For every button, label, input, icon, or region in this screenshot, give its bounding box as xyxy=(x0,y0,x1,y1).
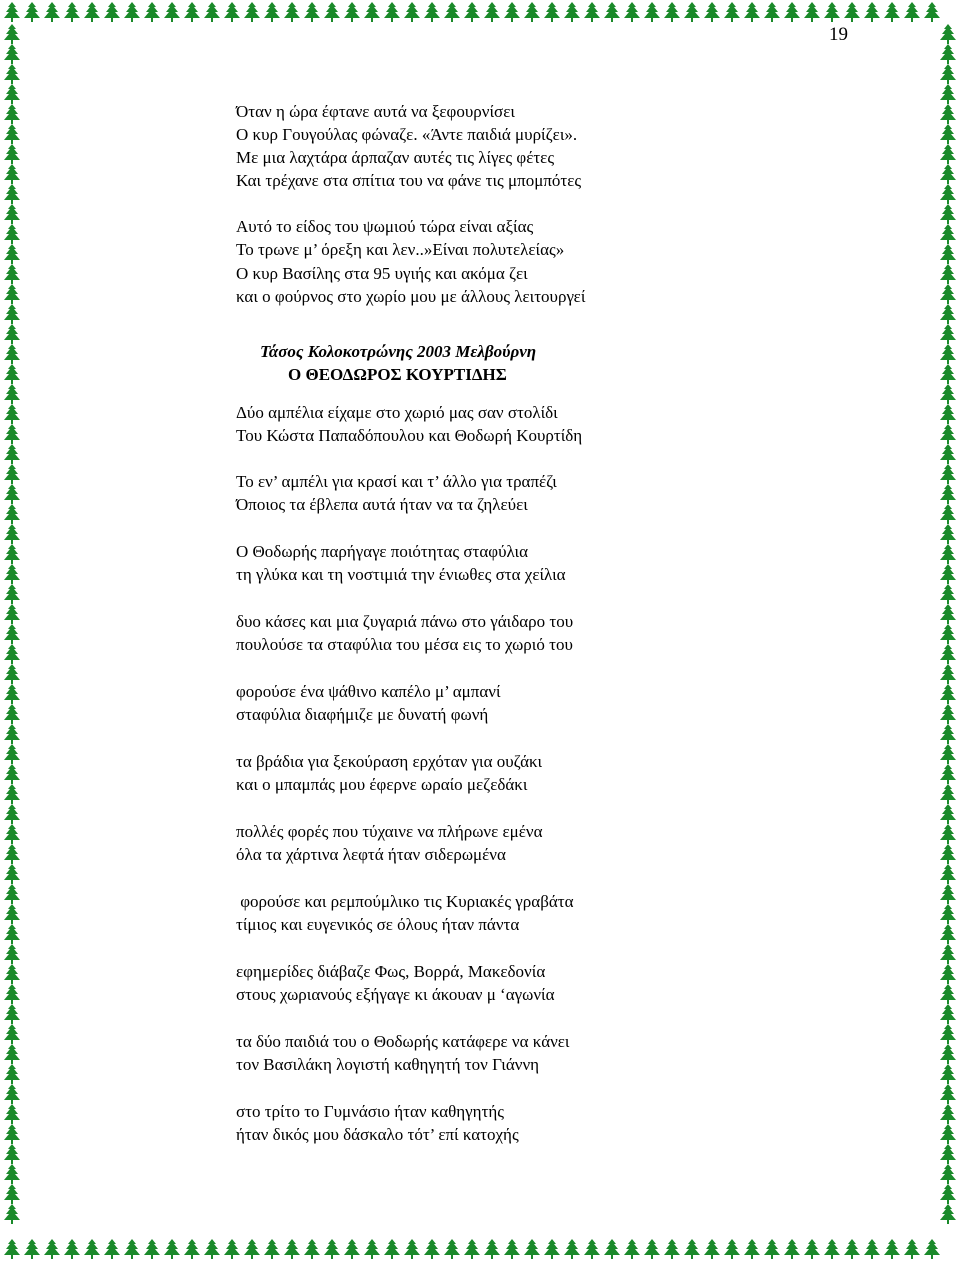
tree-icon xyxy=(464,2,480,22)
poem-line: τα βράδια για ξεκούραση ερχόταν για ουζάκι xyxy=(236,752,543,771)
tree-icon xyxy=(940,24,956,44)
tree-icon xyxy=(644,2,660,22)
tree-icon xyxy=(4,484,20,504)
tree-border-left xyxy=(0,0,24,1261)
poem-line: πουλούσε τα σταφύλια του μέσα εις το χωριό του xyxy=(236,635,573,654)
tree-icon xyxy=(484,1239,500,1259)
tree-icon xyxy=(940,184,956,204)
tree-icon xyxy=(804,2,820,22)
poem-line: Ο Θοδωρής παρήγαγε ποιότητας σταφύλια xyxy=(236,542,528,561)
poem-line: τον Βασιλάκη λογιστή καθηγητή τον Γιάννη xyxy=(236,1055,540,1074)
tree-icon xyxy=(940,384,956,404)
tree-icon xyxy=(384,1239,400,1259)
intro-line: Το τρωνε μ’ όρεξη και λεν..»Είναι πολυτελείας» xyxy=(236,240,565,259)
tree-icon xyxy=(4,284,20,304)
tree-icon xyxy=(824,1239,840,1259)
intro-line: και ο φούρνος στο χωρίο μου με άλλους λειτουργεί xyxy=(236,287,586,306)
tree-icon xyxy=(940,164,956,184)
tree-icon xyxy=(4,144,20,164)
tree-icon xyxy=(940,484,956,504)
tree-icon xyxy=(4,464,20,484)
tree-icon xyxy=(4,564,20,584)
tree-icon xyxy=(4,604,20,624)
poem-line: τα δύο παιδιά του ο Θοδωρής κατάφερε να κάνει xyxy=(236,1032,570,1051)
tree-icon xyxy=(4,504,20,524)
tree-icon xyxy=(4,64,20,84)
tree-icon xyxy=(284,2,300,22)
tree-icon xyxy=(624,2,640,22)
tree-icon xyxy=(184,2,200,22)
tree-icon xyxy=(784,2,800,22)
tree-icon xyxy=(4,264,20,284)
poem-line: Το εν’ αμπέλι για κρασί και τ’ άλλο για τραπέζι xyxy=(236,472,557,491)
tree-icon xyxy=(884,2,900,22)
poem-title: Ο ΘΕΟΔΩΡΟΣ ΚΟΥΡΤΙΔΗΣ xyxy=(288,365,507,384)
tree-icon xyxy=(940,624,956,644)
tree-icon xyxy=(304,1239,320,1259)
tree-icon xyxy=(4,124,20,144)
tree-icon xyxy=(904,2,920,22)
tree-icon xyxy=(940,724,956,744)
tree-icon xyxy=(504,2,520,22)
tree-icon xyxy=(164,1239,180,1259)
tree-icon xyxy=(940,264,956,284)
tree-icon xyxy=(940,824,956,844)
tree-icon xyxy=(940,364,956,384)
tree-icon xyxy=(940,1084,956,1104)
tree-icon xyxy=(940,84,956,104)
tree-icon xyxy=(940,1044,956,1064)
tree-icon xyxy=(4,584,20,604)
tree-icon xyxy=(940,884,956,904)
tree-icon xyxy=(940,504,956,524)
tree-icon xyxy=(684,2,700,22)
tree-icon xyxy=(424,2,440,22)
poem-line: Του Κώστα Παπαδόπουλου και Θοδωρή Κουρτίδη xyxy=(236,426,583,445)
tree-icon xyxy=(244,2,260,22)
tree-icon xyxy=(464,1239,480,1259)
tree-icon xyxy=(4,964,20,984)
tree-icon xyxy=(604,1239,620,1259)
tree-icon xyxy=(884,1239,900,1259)
poem-line: ήταν δικός μου δάσκαλο τότ’ επί κατοχής xyxy=(236,1125,519,1144)
tree-icon xyxy=(4,104,20,124)
tree-icon xyxy=(184,1239,200,1259)
tree-icon xyxy=(744,1239,760,1259)
tree-border-bottom xyxy=(0,1237,960,1261)
tree-icon xyxy=(940,1164,956,1184)
tree-icon xyxy=(4,704,20,724)
tree-icon xyxy=(940,584,956,604)
tree-icon xyxy=(4,624,20,644)
tree-icon xyxy=(4,884,20,904)
signature: Τάσος Κολοκοτρώνης 2003 Μελβούρνη xyxy=(260,342,537,361)
tree-icon xyxy=(844,2,860,22)
tree-icon xyxy=(4,84,20,104)
tree-border-top xyxy=(0,0,960,24)
tree-icon xyxy=(684,1239,700,1259)
tree-icon xyxy=(124,1239,140,1259)
poem-line: δυο κάσες και μια ζυγαριά πάνω στο γάιδαρο του xyxy=(236,612,574,631)
tree-icon xyxy=(940,64,956,84)
tree-icon xyxy=(940,564,956,584)
tree-border-right xyxy=(936,0,960,1261)
tree-icon xyxy=(4,1184,20,1204)
tree-icon xyxy=(940,104,956,124)
tree-icon xyxy=(4,384,20,404)
tree-icon xyxy=(664,1239,680,1259)
tree-icon xyxy=(144,1239,160,1259)
tree-icon xyxy=(744,2,760,22)
tree-icon xyxy=(940,124,956,144)
tree-icon xyxy=(940,524,956,544)
tree-icon xyxy=(4,864,20,884)
tree-icon xyxy=(940,404,956,424)
tree-icon xyxy=(4,204,20,224)
poem-line: Δύο αμπέλια είχαμε στο χωριό μας σαν στολίδι xyxy=(236,403,558,422)
tree-icon xyxy=(940,924,956,944)
tree-icon xyxy=(4,344,20,364)
tree-icon xyxy=(4,304,20,324)
tree-icon xyxy=(84,1239,100,1259)
tree-icon xyxy=(844,1239,860,1259)
page-number: 19 xyxy=(829,24,848,45)
tree-icon xyxy=(4,364,20,384)
tree-icon xyxy=(64,2,80,22)
tree-icon xyxy=(940,544,956,564)
tree-icon xyxy=(4,244,20,264)
tree-icon xyxy=(824,2,840,22)
tree-icon xyxy=(4,744,20,764)
tree-icon xyxy=(64,1239,80,1259)
tree-icon xyxy=(940,144,956,164)
poem-line: τη γλύκα και τη νοστιμιά την ένιωθες στα χείλια xyxy=(236,565,566,584)
tree-icon xyxy=(940,864,956,884)
tree-icon xyxy=(940,204,956,224)
tree-icon xyxy=(44,2,60,22)
poem-line: και ο μπαμπάς μου έφερνε ωραίο μεζεδάκι xyxy=(236,775,528,794)
tree-icon xyxy=(784,1239,800,1259)
tree-icon xyxy=(940,1064,956,1084)
tree-icon xyxy=(304,2,320,22)
tree-icon xyxy=(564,2,580,22)
tree-icon xyxy=(504,1239,520,1259)
tree-icon xyxy=(4,824,20,844)
tree-icon xyxy=(4,984,20,1004)
tree-icon xyxy=(940,344,956,364)
tree-icon xyxy=(940,764,956,784)
tree-icon xyxy=(624,1239,640,1259)
poem-line: φορούσε ένα ψάθινο καπέλο μ’ αμπανί xyxy=(236,682,501,701)
intro-line: Με μια λαχτάρα άρπαζαν αυτές τις λίγες φέτες xyxy=(236,148,555,167)
tree-icon xyxy=(124,2,140,22)
tree-icon xyxy=(940,44,956,64)
tree-icon xyxy=(940,284,956,304)
tree-icon xyxy=(4,404,20,424)
poem-line: Όποιος τα έβλεπα αυτά ήταν να τα ζηλεύει xyxy=(236,495,528,514)
tree-icon xyxy=(4,924,20,944)
tree-icon xyxy=(4,944,20,964)
tree-icon xyxy=(940,664,956,684)
tree-icon xyxy=(384,2,400,22)
tree-icon xyxy=(940,964,956,984)
tree-icon xyxy=(284,1239,300,1259)
tree-icon xyxy=(940,704,956,724)
tree-icon xyxy=(204,2,220,22)
tree-icon xyxy=(940,744,956,764)
tree-icon xyxy=(364,1239,380,1259)
poem-line: στους χωριανούς εξήγαγε κι άκουαν μ ‘αγωνία xyxy=(236,985,555,1004)
intro-line: Ο κυρ Βασίλης στα 95 υγιής και ακόμα ζει xyxy=(236,264,528,283)
tree-icon xyxy=(940,684,956,704)
tree-icon xyxy=(4,224,20,244)
tree-icon xyxy=(940,1144,956,1164)
intro-line: Όταν η ώρα έφτανε αυτά να ξεφουρνίσει xyxy=(236,102,515,121)
tree-icon xyxy=(940,1024,956,1044)
tree-icon xyxy=(4,784,20,804)
poem-line: τίμιος και ευγενικός σε όλους ήταν πάντα xyxy=(236,915,520,934)
tree-icon xyxy=(224,2,240,22)
tree-icon xyxy=(940,444,956,464)
tree-icon xyxy=(644,1239,660,1259)
tree-icon xyxy=(4,544,20,564)
tree-icon xyxy=(664,2,680,22)
tree-icon xyxy=(4,804,20,824)
tree-icon xyxy=(4,724,20,744)
tree-icon xyxy=(424,1239,440,1259)
tree-icon xyxy=(364,2,380,22)
tree-icon xyxy=(704,2,720,22)
tree-icon xyxy=(404,1239,420,1259)
tree-icon xyxy=(524,1239,540,1259)
tree-icon xyxy=(4,684,20,704)
poem-line: όλα τα χάρτινα λεφτά ήταν σιδερωμένα xyxy=(236,845,506,864)
tree-icon xyxy=(244,1239,260,1259)
tree-icon xyxy=(344,1239,360,1259)
tree-icon xyxy=(484,2,500,22)
tree-icon xyxy=(4,1144,20,1164)
tree-icon xyxy=(940,904,956,924)
tree-icon xyxy=(4,1104,20,1124)
tree-icon xyxy=(4,1124,20,1144)
tree-icon xyxy=(24,1239,40,1259)
tree-icon xyxy=(4,1024,20,1044)
tree-icon xyxy=(4,764,20,784)
tree-icon xyxy=(940,644,956,664)
tree-icon xyxy=(544,1239,560,1259)
tree-icon xyxy=(4,644,20,664)
tree-icon xyxy=(224,1239,240,1259)
tree-icon xyxy=(4,1064,20,1084)
tree-icon xyxy=(164,2,180,22)
tree-icon xyxy=(940,944,956,964)
tree-icon xyxy=(264,2,280,22)
intro-line: Ο κυρ Γουγούλας φώναζε. «Άντε παιδιά μυρίζει». xyxy=(236,125,578,144)
tree-icon xyxy=(4,184,20,204)
tree-icon xyxy=(940,224,956,244)
tree-icon xyxy=(940,324,956,344)
tree-icon xyxy=(940,244,956,264)
poem-line: εφημερίδες διάβαζε Φως, Βορρά, Μακεδονία xyxy=(236,962,546,981)
tree-icon xyxy=(4,444,20,464)
tree-icon xyxy=(324,2,340,22)
tree-icon xyxy=(324,1239,340,1259)
tree-icon xyxy=(444,2,460,22)
tree-icon xyxy=(4,1004,20,1024)
tree-icon xyxy=(4,324,20,344)
tree-icon xyxy=(940,1104,956,1124)
tree-icon xyxy=(940,984,956,1004)
tree-icon xyxy=(404,2,420,22)
tree-icon xyxy=(724,1239,740,1259)
tree-icon xyxy=(940,1004,956,1024)
tree-icon xyxy=(4,664,20,684)
tree-icon xyxy=(764,2,780,22)
tree-icon xyxy=(4,424,20,444)
tree-icon xyxy=(704,1239,720,1259)
tree-icon xyxy=(940,804,956,824)
tree-icon xyxy=(444,1239,460,1259)
tree-icon xyxy=(604,2,620,22)
intro-line: Και τρέχανε στα σπίτια του να φάνε τις μπομπότες xyxy=(236,171,582,190)
tree-icon xyxy=(4,904,20,924)
poem-line: πολλές φορές που τύχαινε να πλήρωνε εμένα xyxy=(236,822,543,841)
tree-icon xyxy=(904,1239,920,1259)
tree-icon xyxy=(940,1124,956,1144)
tree-icon xyxy=(4,24,20,44)
tree-icon xyxy=(4,524,20,544)
tree-icon xyxy=(564,1239,580,1259)
tree-icon xyxy=(4,844,20,864)
tree-icon xyxy=(104,2,120,22)
tree-icon xyxy=(264,1239,280,1259)
intro-line: Αυτό το είδος του ψωμιού τώρα είναι αξίας xyxy=(236,217,534,236)
tree-icon xyxy=(764,1239,780,1259)
tree-icon xyxy=(584,1239,600,1259)
tree-icon xyxy=(940,464,956,484)
tree-icon xyxy=(940,604,956,624)
tree-icon xyxy=(940,784,956,804)
tree-icon xyxy=(144,2,160,22)
poem-line: στο τρίτο το Γυμνάσιο ήταν καθηγητής xyxy=(236,1102,505,1121)
tree-icon xyxy=(4,1164,20,1184)
tree-icon xyxy=(4,1084,20,1104)
tree-icon xyxy=(204,1239,220,1259)
tree-icon xyxy=(940,1184,956,1204)
tree-icon xyxy=(4,164,20,184)
tree-icon xyxy=(940,844,956,864)
tree-icon xyxy=(584,2,600,22)
tree-icon xyxy=(84,2,100,22)
tree-icon xyxy=(524,2,540,22)
tree-icon xyxy=(940,304,956,324)
tree-icon xyxy=(44,1239,60,1259)
tree-icon xyxy=(940,424,956,444)
tree-icon xyxy=(24,2,40,22)
tree-icon xyxy=(4,1044,20,1064)
tree-icon xyxy=(4,44,20,64)
tree-icon xyxy=(804,1239,820,1259)
tree-icon xyxy=(864,1239,880,1259)
tree-icon xyxy=(4,1204,20,1224)
tree-icon xyxy=(544,2,560,22)
poem-line: φορούσε και ρεμπούμλικο τις Κυριακές γραβάτα xyxy=(236,892,574,911)
poem-line: σταφύλια διαφήμιζε με δυνατή φωνή xyxy=(236,705,489,724)
tree-icon xyxy=(724,2,740,22)
tree-icon xyxy=(104,1239,120,1259)
tree-icon xyxy=(940,1204,956,1224)
tree-icon xyxy=(344,2,360,22)
tree-icon xyxy=(864,2,880,22)
